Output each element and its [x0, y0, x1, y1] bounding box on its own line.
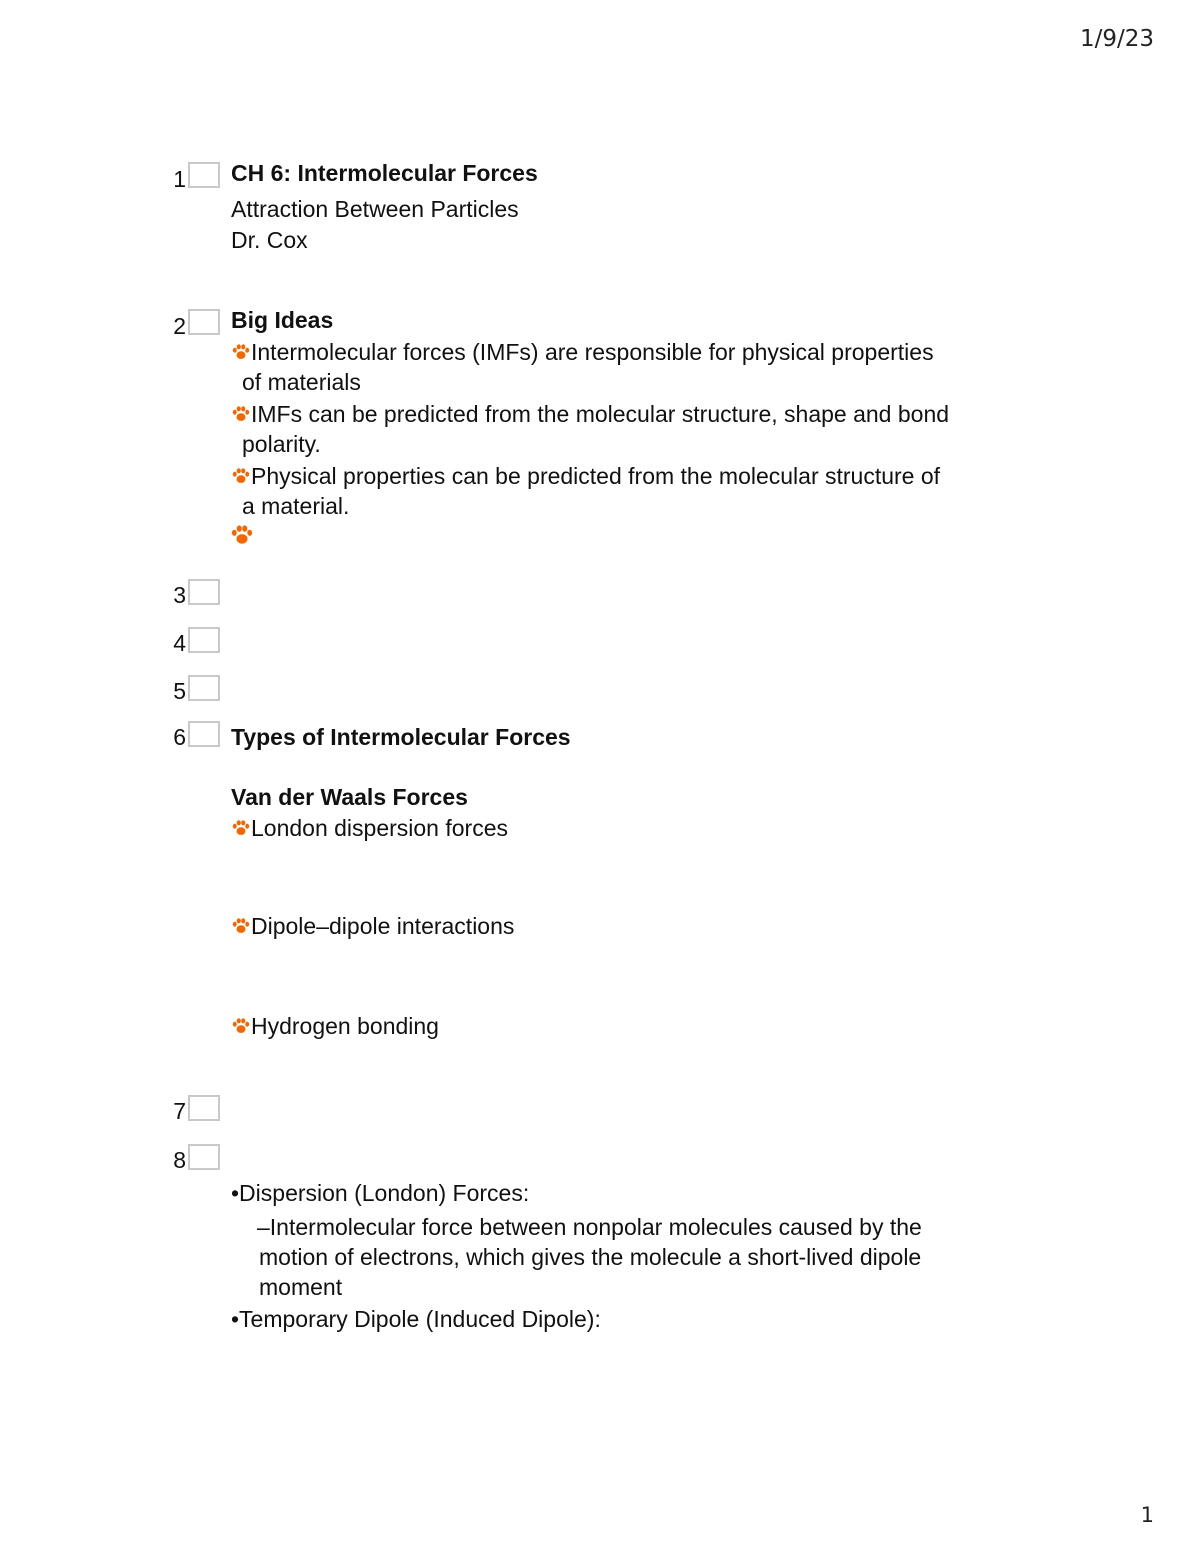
paw-print-icon — [232, 468, 250, 484]
bullet-item: •Temporary Dipole (Induced Dipole): — [231, 1306, 601, 1332]
sub-bullet-item — [231, 1212, 1091, 1302]
page-number: 1 — [1140, 1503, 1154, 1527]
paw-print-icon — [232, 344, 250, 360]
slide-number: 5 — [173, 678, 186, 704]
slide-8-content — [231, 1178, 1091, 1334]
paw-print-icon — [232, 820, 250, 836]
slide-thumbnail[interactable] — [188, 579, 220, 605]
slide-thumbnail[interactable] — [188, 1095, 220, 1121]
slide-number: 4 — [173, 630, 186, 656]
bullet-text: Intermolecular forces (IMFs) are responsible for physical properties — [251, 339, 934, 365]
slide-number: 6 — [173, 724, 186, 750]
bullet-text-continued: polarity. — [242, 431, 321, 457]
slide-thumbnail[interactable] — [188, 1144, 220, 1170]
slide-thumbnail[interactable] — [188, 627, 220, 653]
slide-thumbnail[interactable] — [188, 162, 220, 188]
bullet-text: Hydrogen bonding — [251, 1013, 439, 1039]
bullet-item — [231, 1011, 1091, 1041]
slide-author: Dr. Cox — [231, 227, 308, 253]
slide-2-content — [231, 306, 1091, 545]
bullet-item — [231, 813, 1091, 843]
sub-bullet-text-continued: moment — [259, 1274, 343, 1300]
slide-1-content — [231, 159, 1091, 256]
bullet-text-continued: a material. — [242, 493, 350, 519]
bullet-text: IMFs can be predicted from the molecular structure, shape and bond — [251, 401, 950, 427]
slide-number: 2 — [173, 313, 186, 339]
slide-number: 8 — [173, 1147, 186, 1173]
slide-thumbnail[interactable] — [188, 675, 220, 701]
slide-title: CH 6: Intermolecular Forces — [231, 160, 538, 186]
page-date: 1/9/23 — [1079, 26, 1154, 52]
slide-thumbnail[interactable] — [188, 721, 220, 747]
slide-number: 3 — [173, 582, 186, 608]
slide-thumbnail[interactable] — [188, 309, 220, 335]
slide-subheading: Van der Waals Forces — [231, 784, 468, 810]
paw-print-icon — [232, 1018, 250, 1034]
bullet-text-continued: of materials — [242, 369, 361, 395]
slide-number: 1 — [173, 166, 186, 192]
slide-6-content — [231, 723, 1091, 1041]
bullet-text: Physical properties can be predicted from the molecular structure of — [251, 463, 941, 489]
bullet-item — [231, 461, 1091, 521]
slide-title: Types of Intermolecular Forces — [231, 724, 571, 750]
bullet-item: •Dispersion (London) Forces: — [231, 1180, 530, 1206]
slide-title: Big Ideas — [231, 307, 334, 333]
bullet-item — [231, 337, 1091, 397]
bullet-item — [231, 911, 1091, 941]
sub-bullet-text: –Intermolecular force between nonpolar molecules caused by the — [257, 1214, 922, 1240]
slide-number: 7 — [173, 1098, 186, 1124]
paw-print-icon — [232, 406, 250, 422]
slide-subtitle: Attraction Between Particles — [231, 196, 519, 222]
bullet-item — [231, 399, 1091, 459]
bullet-text: London dispersion forces — [251, 815, 508, 841]
paw-print-icon — [231, 525, 253, 545]
sub-bullet-text-continued: motion of electrons, which gives the molecule a short-lived dipole — [259, 1244, 922, 1270]
paw-print-icon — [232, 918, 250, 934]
bullet-text: Dipole–dipole interactions — [251, 913, 515, 939]
